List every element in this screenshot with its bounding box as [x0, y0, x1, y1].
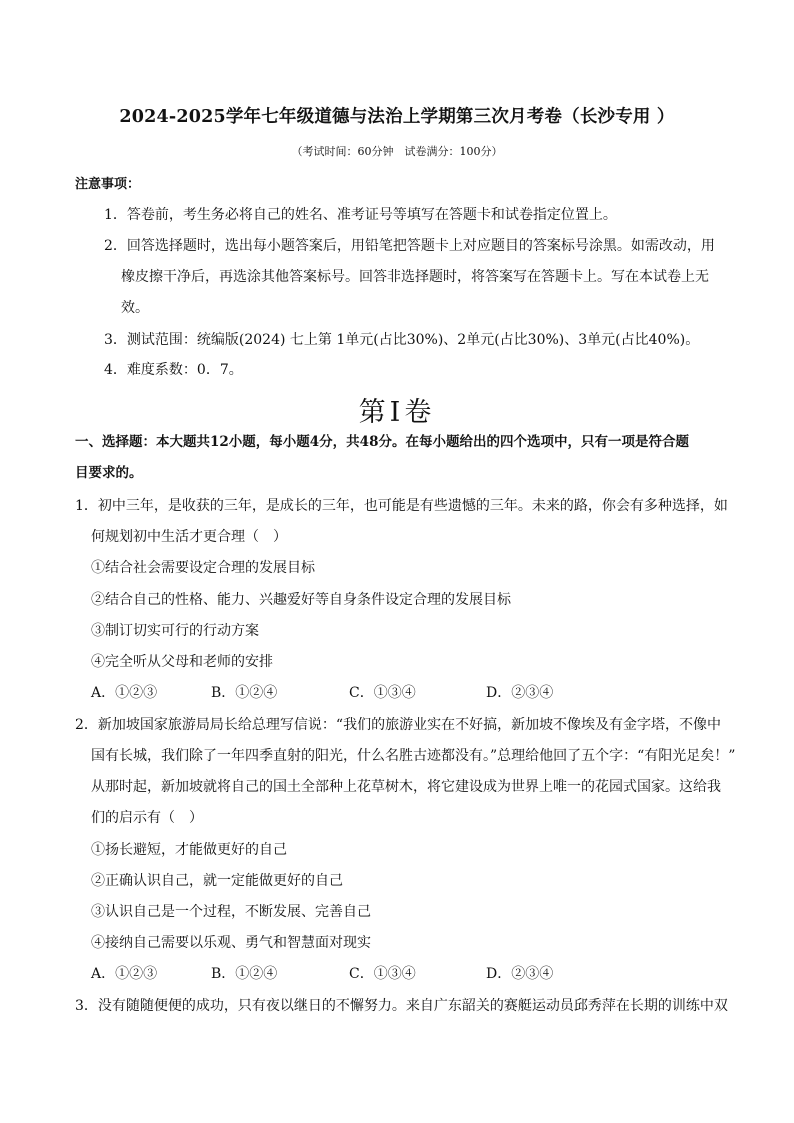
q1-statement-2: ②结合自己的性格、能力、兴趣爱好等自身条件设定合理的发展目标: [91, 592, 511, 608]
q2-stem-cont-1: 国有长城，我们除了一年四季直射的阳光，什么名胜古迹都没有。”总理给他回了五个字：“有阳光足矣！”: [91, 748, 736, 764]
q1-option-b[interactable]: B．①②④: [211, 685, 278, 701]
exam-title: 2024-2025学年七年级道德与法治上学期第三次月考卷（长沙专用 ）: [119, 107, 675, 127]
q2-option-a[interactable]: A．①②③: [91, 966, 158, 982]
section-heading-cont: 目要求的。: [75, 465, 143, 481]
q2-stem-cont-2: 从那时起，新加坡就将自己的国土全部种上花草树木，将它建设成为世界上唯一的花园式国家。这给我: [91, 779, 721, 795]
q2-statement-2: ②正确认识自己，就一定能做更好的自己: [91, 873, 343, 889]
q2-statement-4: ④接纳自己需要以乐观、勇气和智慧面对现实: [91, 935, 371, 951]
notice-heading: 注意事项：: [75, 177, 141, 192]
notice-item-2: 2．回答选择题时，选出每小题答案后，用铅笔把答题卡上对应题目的答案标号涂黑。如需改动，用: [104, 238, 715, 254]
q2-statement-1: ①扬长避短，才能做更好的自己: [91, 842, 287, 858]
q2-option-b[interactable]: B．①②④: [211, 966, 278, 982]
q2-stem-cont-3: 们的启示有（ ）: [91, 810, 203, 826]
notice-item-4: 4．难度系数：0．7。: [104, 362, 243, 378]
q2-statement-3: ③认识自己是一个过程，不断发展、完善自己: [91, 904, 371, 920]
q1-stem: 1．初中三年，是收获的三年，是成长的三年，也可能是有些遗憾的三年。未来的路，你会有多种选择，如: [75, 498, 728, 514]
q2-option-c[interactable]: C．①③④: [349, 966, 416, 982]
section-heading: 一、选择题：本大题共12小题，每小题4分，共48分。在每小题给出的四个选项中，只有一项是符合题: [75, 434, 689, 450]
q1-option-a[interactable]: A．①②③: [91, 685, 158, 701]
q1-option-d[interactable]: D．②③④: [486, 685, 554, 701]
volume-title: 第Ⅰ卷: [358, 397, 436, 428]
q2-option-d[interactable]: D．②③④: [486, 966, 554, 982]
q1-option-c[interactable]: C．①③④: [349, 685, 416, 701]
q1-stem-cont: 何规划初中生活才更合理（ ）: [91, 529, 287, 545]
notice-item-1: 1．答卷前，考生务必将自己的姓名、准考证号等填写在答题卡和试卷指定位置上。: [104, 207, 617, 223]
q1-statement-4: ④完全听从父母和老师的安排: [91, 654, 273, 670]
notice-item-2-cont: 橡皮擦干净后，再选涂其他答案标号。回答非选择题时，将答案写在答题卡上。写在本试卷上无: [121, 269, 709, 285]
q3-stem: 3．没有随随便便的成功，只有夜以继日的不懈努力。来自广东韶关的赛艇运动员邱秀萍在长期的训练中双: [75, 998, 728, 1014]
q1-statement-3: ③制订切实可行的行动方案: [91, 623, 259, 639]
q2-stem: 2．新加坡国家旅游局局长给总理写信说：“我们的旅游业实在不好搞，新加坡不像埃及有金字塔，不像中: [75, 717, 722, 733]
q1-statement-1: ①结合社会需要设定合理的发展目标: [91, 560, 315, 576]
notice-item-3: 3．测试范围：统编版(2024) 七上第 1单元(占比30%)、2单元(占比30%)、3单元(占比40%)。: [104, 332, 700, 348]
notice-item-2-end: 效。: [121, 300, 149, 316]
exam-subtitle: （考试时间：60分钟 试卷满分：100分）: [291, 145, 503, 158]
